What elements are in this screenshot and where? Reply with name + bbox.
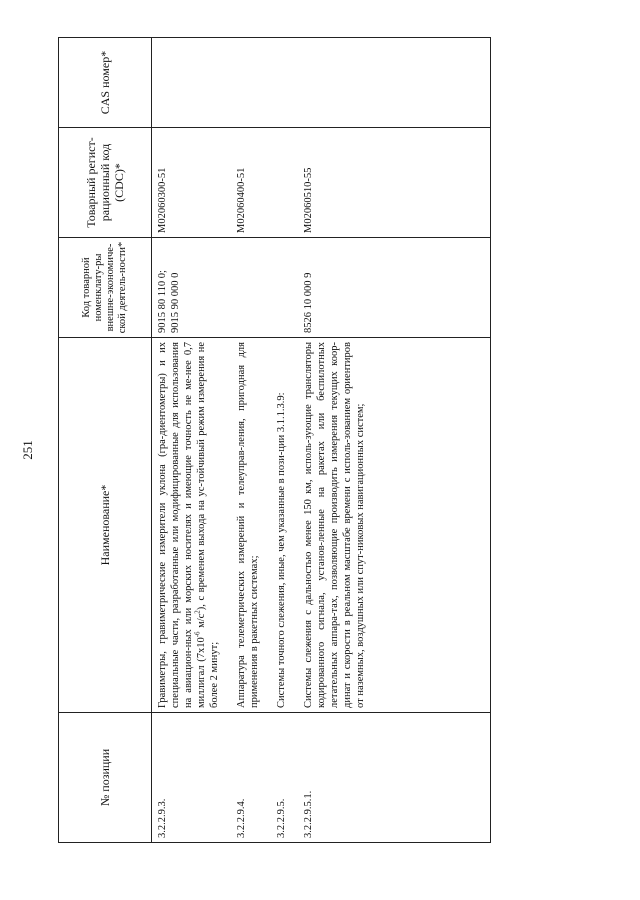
table-row (271, 38, 298, 843)
row-code-tn (298, 238, 491, 338)
header-cdc: Товарный регист-рационный код (CDC)* (59, 128, 152, 238)
row-code-tn (271, 238, 298, 338)
row-cas (231, 38, 271, 128)
row-cdc (271, 128, 298, 238)
row-cas (298, 38, 491, 128)
row-cdc: M02060300-51 (152, 128, 232, 238)
row-code-tn (231, 238, 271, 338)
table-row (231, 38, 271, 843)
code-tn-line: 8526 10 000 9 (303, 272, 314, 333)
row-code-tn (152, 238, 232, 338)
goods-table (58, 37, 491, 843)
row-name: Системы слежения с дальностью менее 150 км, исполь-зующие трансляторы кодированного сигнала, установ-ленные на ракетах или беспилотных летательных аппара-тах, позволяющие производить измерения текущих коор-динат и скорости в реальном масштабе времени с исполь-зованием ориентиров от наземных, воздушных или спут-никовых навигационных систем; (298, 338, 491, 713)
row-name-text: м/с (196, 613, 207, 632)
row-position: 3.2.2.9.3. (152, 713, 232, 843)
row-cdc: M02060510-55 (298, 128, 491, 238)
table-row (298, 38, 491, 843)
row-cas (271, 38, 298, 128)
row-name: Аппаратура телеметрических измерений и телеуправ-ления, пригодная для применения в ракетных системах; (231, 338, 271, 713)
row-cas (152, 38, 232, 128)
table-row (152, 38, 232, 843)
row-position: 3.2.2.9.5. (271, 713, 298, 843)
header-cas: CAS номер* (59, 38, 152, 128)
row-name (152, 338, 232, 713)
table-header-row (59, 38, 152, 843)
page-number: 251 (20, 440, 35, 460)
rotated-page-content (0, 25, 640, 875)
header-position: № позиции (59, 713, 152, 843)
row-name-superscript: 2 (193, 610, 202, 614)
row-position: 3.2.2.9.4. (231, 713, 271, 843)
row-name-superscript: -6 (193, 631, 202, 638)
row-name: Системы точного слежения, иные, чем указанные в пози-ции 3.1.1.3.9: (271, 338, 298, 713)
row-name-text: Гравиметры, гравиметрические измерители уклона (гра-диентометры) и их специальные части, разработанные или модифицированные для использования на авиацион-ных или морских носителях и имеющие точность не ме-нее 0,7 миллигал (7x10 (157, 342, 207, 708)
header-code-tn: Код товарной номенклату-ры внешне-экономиче-ской деятель-ности* (59, 238, 152, 338)
code-tn-line: 9015 90 000 0 (170, 272, 181, 333)
code-tn-line: 9015 80 110 0; (157, 270, 168, 333)
row-cdc: M02060400-51 (231, 128, 271, 238)
row-position: 3.2.2.9.5.1. (298, 713, 491, 843)
row-name-text: ), с временем выхода на ус-тойчивый режим измерения не более 2 минут; (196, 342, 220, 708)
header-name: Наименование* (59, 338, 152, 713)
